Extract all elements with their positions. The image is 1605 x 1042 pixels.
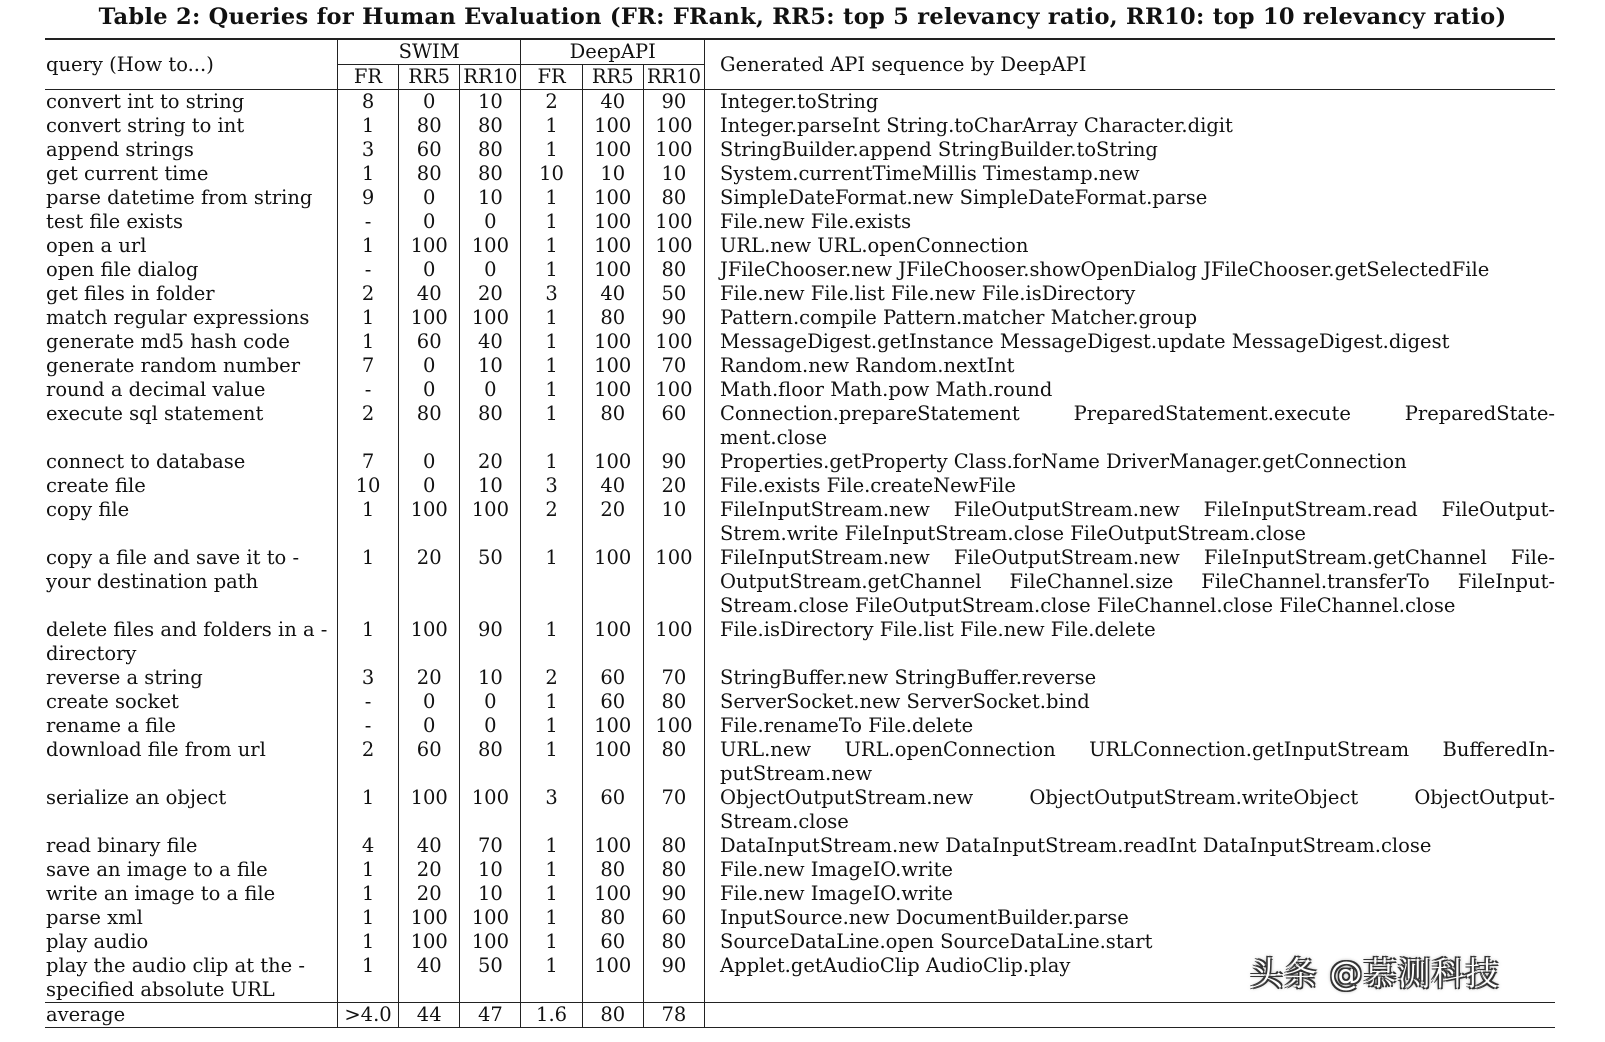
table-row [45,402,1555,450]
cell-deepapi-rr5: 100 [582,546,643,618]
cell-query: convert int to string [46,90,245,113]
table-row [45,858,1555,882]
cell-swim-rr10: 10 [460,882,521,906]
cell-query: create file [46,474,146,497]
cell-swim-fr: 1 [337,234,398,258]
cell-swim-rr10: 100 [460,930,521,954]
cell-api-sequence: StringBuilder.append StringBuilder.toString [705,138,1556,162]
cell-swim-fr: 8 [337,90,398,115]
cell-query: get files in folder [46,282,215,305]
header-swim: SWIM [337,39,521,65]
cell-swim-rr10: 20 [460,450,521,474]
cell-deepapi-rr10: 100 [643,234,704,258]
cell-swim-rr5: 40 [399,282,460,306]
cell-deepapi-rr10: 70 [643,354,704,378]
cell-api-sequence: URL.new URL.openConnection [705,234,1556,258]
cell-deepapi-fr: 1.6 [521,1003,582,1028]
cell-deepapi-rr5: 100 [582,234,643,258]
cell-api-sequence: File.new File.exists [705,210,1556,234]
cell-query: download file from url [46,738,266,761]
cell-deepapi-rr10: 90 [643,306,704,330]
cell-swim-rr5: 100 [399,906,460,930]
cell-swim-rr5: 0 [399,690,460,714]
cell-query: rename a file [46,714,176,737]
cell-api-sequence: Math.floor Math.pow Math.round [705,378,1556,402]
cell-deepapi-rr10: 80 [643,186,704,210]
cell-deepapi-rr5: 40 [582,90,643,115]
cell-deepapi-fr: 1 [521,906,582,930]
cell-deepapi-rr10: 80 [643,858,704,882]
cell-api-sequence: Pattern.compile Pattern.matcher Matcher.group [705,306,1556,330]
cell-swim-rr10: 50 [460,546,521,618]
cell-swim-fr: - [337,714,398,738]
cell-swim-fr: 4 [337,834,398,858]
cell-swim-rr10: 100 [460,498,521,546]
cell-swim-rr5: 60 [399,138,460,162]
cell-swim-rr10: 47 [460,1003,521,1028]
cell-deepapi-rr10: 100 [643,618,704,666]
cell-swim-rr5: 0 [399,186,460,210]
cell-swim-fr: 2 [337,282,398,306]
cell-api-sequence: File.new ImageIO.write [705,882,1556,906]
cell-query: execute sql statement [46,402,264,425]
cell-api-sequence: Random.new Random.nextInt [705,354,1556,378]
cell-swim-rr5: 40 [399,954,460,1003]
cell-swim-fr: 9 [337,186,398,210]
cell-api-sequence: Applet.getAudioClip AudioClip.play [705,954,1556,1003]
table-body [45,90,1555,1028]
cell-swim-fr: - [337,210,398,234]
table-row [45,786,1555,834]
cell-swim-rr5: 80 [399,162,460,186]
cell-api-sequence: FileInputStream.new FileOutputStream.new FileInputStream.read FileOutput-Strem.write FileInputStream.close FileOutputStream.close [705,498,1556,546]
cell-api-sequence: SourceDataLine.open SourceDataLine.start [705,930,1556,954]
cell-deepapi-rr5: 60 [582,666,643,690]
cell-deepapi-rr5: 100 [582,954,643,1003]
header-row-1 [45,39,1555,65]
cell-api-sequence: JFileChooser.new JFileChooser.showOpenDialog JFileChooser.getSelectedFile [705,258,1556,282]
cell-deepapi-rr5: 60 [582,930,643,954]
cell-swim-fr: - [337,258,398,282]
cell-query: write an image to a file [46,882,276,905]
watermark: 头条 @慕测科技 [1250,954,1500,993]
cell-swim-rr10: 100 [460,306,521,330]
cell-swim-rr5: 20 [399,546,460,618]
cell-deepapi-rr5: 80 [582,402,643,450]
cell-deepapi-rr5: 100 [582,378,643,402]
cell-query: play audio [46,930,149,953]
cell-swim-fr: 1 [337,546,398,618]
cell-swim-fr: 1 [337,786,398,834]
table-row [45,234,1555,258]
cell-swim-fr: 2 [337,738,398,786]
cell-deepapi-rr10: 100 [643,210,704,234]
cell-swim-rr5: 60 [399,330,460,354]
table-row [45,618,1555,666]
cell-deepapi-rr10: 80 [643,690,704,714]
cell-query: serialize an object [46,786,227,809]
cell-swim-rr10: 0 [460,258,521,282]
cell-swim-fr: 1 [337,498,398,546]
cell-deepapi-fr: 1 [521,930,582,954]
cell-swim-fr: 3 [337,666,398,690]
cell-deepapi-rr5: 100 [582,450,643,474]
cell-api-sequence: URL.new URL.openConnection URLConnection.getInputStream BufferedIn-putStream.new [705,738,1556,786]
cell-deepapi-rr10: 100 [643,714,704,738]
cell-swim-rr5: 20 [399,882,460,906]
cell-deepapi-rr10: 90 [643,882,704,906]
cell-deepapi-rr10: 80 [643,834,704,858]
cell-deepapi-fr: 1 [521,234,582,258]
cell-query: read binary file [46,834,198,857]
cell-swim-rr10: 10 [460,474,521,498]
table-row [45,330,1555,354]
cell-deepapi-rr10: 100 [643,330,704,354]
cell-swim-rr10: 50 [460,954,521,1003]
cell-swim-fr: 3 [337,138,398,162]
table-caption: Table 2: Queries for Human Evaluation (FR: FRank, RR5: top 5 relevancy ratio, RR10: top 10 relevancy ratio) [98,4,1507,30]
cell-query: test file exists [46,210,184,233]
cell-query: copy a file and save it to -your destination path [46,546,300,593]
table-row [45,114,1555,138]
cell-swim-fr: 10 [337,474,398,498]
cell-swim-rr5: 100 [399,498,460,546]
cell-deepapi-rr10: 100 [643,546,704,618]
cell-deepapi-rr5: 100 [582,114,643,138]
cell-swim-fr: 1 [337,858,398,882]
cell-swim-fr: 2 [337,402,398,450]
table-row [45,282,1555,306]
cell-query: convert string to int [46,114,245,137]
cell-swim-rr10: 80 [460,738,521,786]
cell-swim-rr5: 0 [399,354,460,378]
cell-swim-rr5: 0 [399,450,460,474]
cell-swim-rr10: 100 [460,234,521,258]
cell-deepapi-rr10: 80 [643,930,704,954]
cell-deepapi-fr: 10 [521,162,582,186]
cell-query: round a decimal value [46,378,266,401]
cell-deepapi-rr10: 60 [643,402,704,450]
cell-deepapi-fr: 1 [521,186,582,210]
cell-query: generate random number [46,354,301,377]
cell-deepapi-rr5: 80 [582,906,643,930]
cell-swim-rr5: 100 [399,618,460,666]
cell-query: append strings [46,138,194,161]
cell-deepapi-rr10: 70 [643,666,704,690]
table-row [45,138,1555,162]
cell-api-sequence: FileInputStream.new FileOutputStream.new FileInputStream.getChannel File-OutputStream.getChannel FileChannel.size FileChannel.transferTo FileInput-Stream.close FileOutputStream.close FileChannel.close FileChannel.close [705,546,1556,618]
cell-swim-rr10: 100 [460,906,521,930]
cell-api-sequence: ServerSocket.new ServerSocket.bind [705,690,1556,714]
cell-deepapi-rr5: 80 [582,306,643,330]
cell-query: average [45,1003,337,1028]
cell-deepapi-rr10: 100 [643,138,704,162]
cell-query: open file dialog [46,258,199,281]
cell-deepapi-fr: 1 [521,114,582,138]
table-row [45,546,1555,618]
cell-swim-rr5: 0 [399,714,460,738]
table-row [45,258,1555,282]
cell-swim-rr5: 80 [399,114,460,138]
cell-swim-fr: 1 [337,930,398,954]
cell-deepapi-rr10: 70 [643,786,704,834]
cell-swim-rr10: 80 [460,114,521,138]
table-row [45,90,1555,115]
cell-deepapi-rr10: 100 [643,378,704,402]
cell-swim-rr5: 0 [399,258,460,282]
cell-deepapi-rr5: 100 [582,138,643,162]
cell-swim-rr10: 40 [460,330,521,354]
cell-swim-rr5: 100 [399,786,460,834]
cell-swim-rr10: 10 [460,354,521,378]
cell-query: get current time [46,162,209,185]
cell-deepapi-rr5: 100 [582,714,643,738]
header-query: query (How to...) [45,39,337,90]
cell-query: copy file [46,498,130,521]
cell-swim-rr10: 70 [460,834,521,858]
table-row [45,162,1555,186]
cell-swim-fr: 7 [337,450,398,474]
table-row [45,210,1555,234]
header-swim-rr5: RR5 [399,65,460,90]
cell-deepapi-fr: 1 [521,378,582,402]
cell-swim-rr10: 80 [460,162,521,186]
cell-api-sequence: Properties.getProperty Class.forName DriverManager.getConnection [705,450,1556,474]
cell-swim-rr5: 80 [399,402,460,450]
average-row [45,1003,1555,1028]
cell-deepapi-rr10: 20 [643,474,704,498]
cell-query: match regular expressions [46,306,310,329]
table-row [45,378,1555,402]
cell-deepapi-rr10: 60 [643,906,704,930]
cell-swim-rr5: 0 [399,90,460,115]
cell-deepapi-rr5: 100 [582,738,643,786]
cell-swim-rr10: 0 [460,378,521,402]
cell-query: parse xml [46,906,143,929]
cell-swim-rr10: 0 [460,210,521,234]
cell-swim-rr10: 80 [460,402,521,450]
cell-deepapi-rr5: 80 [582,1003,643,1028]
table-row [45,882,1555,906]
header-generated-api: Generated API sequence by DeepAPI [705,39,1556,90]
cell-swim-fr: 1 [337,114,398,138]
header-swim-rr10: RR10 [460,65,521,90]
cell-deepapi-rr5: 60 [582,786,643,834]
cell-deepapi-rr5: 60 [582,690,643,714]
cell-deepapi-rr5: 20 [582,498,643,546]
cell-deepapi-fr: 1 [521,450,582,474]
cell-query: reverse a string [46,666,203,689]
cell-deepapi-fr: 1 [521,834,582,858]
cell-swim-rr10: 20 [460,282,521,306]
cell-deepapi-rr5: 100 [582,618,643,666]
cell-swim-rr10: 0 [460,690,521,714]
cell-api-sequence [705,1003,1556,1028]
cell-deepapi-fr: 1 [521,546,582,618]
cell-query: parse datetime from string [46,186,313,209]
cell-deepapi-rr5: 100 [582,882,643,906]
cell-swim-rr10: 10 [460,90,521,115]
cell-deepapi-fr: 1 [521,138,582,162]
cell-deepapi-fr: 1 [521,858,582,882]
cell-deepapi-fr: 3 [521,474,582,498]
cell-deepapi-fr: 2 [521,498,582,546]
header-deepapi-rr5: RR5 [582,65,643,90]
cell-deepapi-rr10: 78 [643,1003,704,1028]
table-row [45,186,1555,210]
cell-swim-rr10: 80 [460,138,521,162]
cell-api-sequence: SimpleDateFormat.new SimpleDateFormat.parse [705,186,1556,210]
table-row [45,738,1555,786]
cell-api-sequence: Integer.toString [705,90,1556,115]
cell-api-sequence: File.exists File.createNewFile [705,474,1556,498]
cell-swim-rr5: 60 [399,738,460,786]
table-row [45,474,1555,498]
table-row [45,690,1555,714]
cell-api-sequence: ObjectOutputStream.new ObjectOutputStream.writeObject ObjectOutput-Stream.close [705,786,1556,834]
cell-deepapi-rr10: 80 [643,258,704,282]
cell-api-sequence: MessageDigest.getInstance MessageDigest.update MessageDigest.digest [705,330,1556,354]
cell-deepapi-rr10: 100 [643,114,704,138]
cell-deepapi-fr: 1 [521,306,582,330]
cell-deepapi-fr: 1 [521,258,582,282]
cell-swim-fr: 1 [337,618,398,666]
header-deepapi: DeepAPI [521,39,705,65]
cell-swim-fr: 1 [337,330,398,354]
table-row [45,498,1555,546]
table-row [45,354,1555,378]
cell-swim-rr5: 100 [399,930,460,954]
table-row [45,450,1555,474]
cell-api-sequence: InputSource.new DocumentBuilder.parse [705,906,1556,930]
cell-swim-rr5: 40 [399,834,460,858]
cell-swim-fr: 7 [337,354,398,378]
cell-deepapi-fr: 3 [521,282,582,306]
cell-api-sequence: Integer.parseInt String.toCharArray Character.digit [705,114,1556,138]
cell-deepapi-rr5: 100 [582,834,643,858]
cell-deepapi-rr5: 80 [582,858,643,882]
cell-api-sequence: System.currentTimeMillis Timestamp.new [705,162,1556,186]
table-row [45,714,1555,738]
cell-swim-fr: 1 [337,954,398,1003]
cell-query: connect to database [46,450,246,473]
table-row [45,834,1555,858]
cell-deepapi-fr: 1 [521,330,582,354]
cell-deepapi-fr: 2 [521,666,582,690]
cell-swim-fr: 1 [337,306,398,330]
cell-swim-fr: >4.0 [337,1003,398,1028]
cell-swim-rr5: 44 [399,1003,460,1028]
cell-swim-fr: - [337,378,398,402]
cell-query: save an image to a file [46,858,268,881]
cell-deepapi-fr: 2 [521,90,582,115]
cell-api-sequence: File.new File.list File.new File.isDirectory [705,282,1556,306]
cell-swim-fr: 1 [337,906,398,930]
cell-deepapi-fr: 1 [521,210,582,234]
cell-deepapi-rr10: 90 [643,90,704,115]
table-row [45,306,1555,330]
cell-deepapi-fr: 1 [521,690,582,714]
header-deepapi-rr10: RR10 [643,65,704,90]
table-row [45,906,1555,930]
cell-api-sequence: StringBuffer.new StringBuffer.reverse [705,666,1556,690]
cell-deepapi-fr: 1 [521,882,582,906]
cell-deepapi-fr: 3 [521,786,582,834]
cell-query: create socket [46,690,179,713]
cell-deepapi-rr5: 100 [582,210,643,234]
header-deepapi-fr: FR [521,65,582,90]
cell-query: play the audio clip at the -specified absolute URL [46,954,305,1001]
cell-deepapi-fr: 1 [521,618,582,666]
human-evaluation-table [45,38,1555,1028]
cell-deepapi-rr5: 10 [582,162,643,186]
cell-swim-fr: 1 [337,882,398,906]
cell-deepapi-fr: 1 [521,954,582,1003]
table-row [45,666,1555,690]
cell-api-sequence: DataInputStream.new DataInputStream.readInt DataInputStream.close [705,834,1556,858]
cell-query: generate md5 hash code [46,330,290,353]
header-swim-fr: FR [337,65,398,90]
cell-api-sequence: File.isDirectory File.list File.new File.delete [705,618,1556,666]
cell-deepapi-rr5: 100 [582,330,643,354]
cell-swim-rr10: 10 [460,858,521,882]
cell-api-sequence: File.new ImageIO.write [705,858,1556,882]
cell-swim-rr5: 20 [399,666,460,690]
cell-query: delete files and folders in a -directory [46,618,328,665]
cell-swim-rr10: 10 [460,186,521,210]
cell-deepapi-rr5: 40 [582,474,643,498]
cell-swim-rr5: 100 [399,234,460,258]
cell-deepapi-rr10: 10 [643,162,704,186]
cell-swim-rr5: 20 [399,858,460,882]
cell-deepapi-rr10: 90 [643,954,704,1003]
cell-deepapi-rr5: 100 [582,186,643,210]
cell-api-sequence: File.renameTo File.delete [705,714,1556,738]
cell-deepapi-fr: 1 [521,714,582,738]
cell-swim-rr10: 100 [460,786,521,834]
cell-query: open a url [46,234,147,257]
cell-deepapi-fr: 1 [521,402,582,450]
cell-deepapi-rr10: 90 [643,450,704,474]
cell-deepapi-rr10: 80 [643,738,704,786]
cell-swim-fr: - [337,690,398,714]
cell-swim-rr5: 0 [399,210,460,234]
cell-deepapi-rr10: 10 [643,498,704,546]
cell-swim-rr10: 90 [460,618,521,666]
cell-swim-rr10: 0 [460,714,521,738]
cell-deepapi-rr5: 40 [582,282,643,306]
cell-deepapi-rr5: 100 [582,354,643,378]
cell-swim-rr5: 0 [399,378,460,402]
cell-deepapi-fr: 1 [521,354,582,378]
cell-api-sequence: Connection.prepareStatement PreparedStatement.execute PreparedState-ment.close [705,402,1556,450]
cell-deepapi-fr: 1 [521,738,582,786]
cell-swim-rr5: 100 [399,306,460,330]
cell-deepapi-rr10: 50 [643,282,704,306]
cell-swim-fr: 1 [337,162,398,186]
cell-swim-rr10: 10 [460,666,521,690]
cell-swim-rr5: 0 [399,474,460,498]
cell-deepapi-rr5: 100 [582,258,643,282]
